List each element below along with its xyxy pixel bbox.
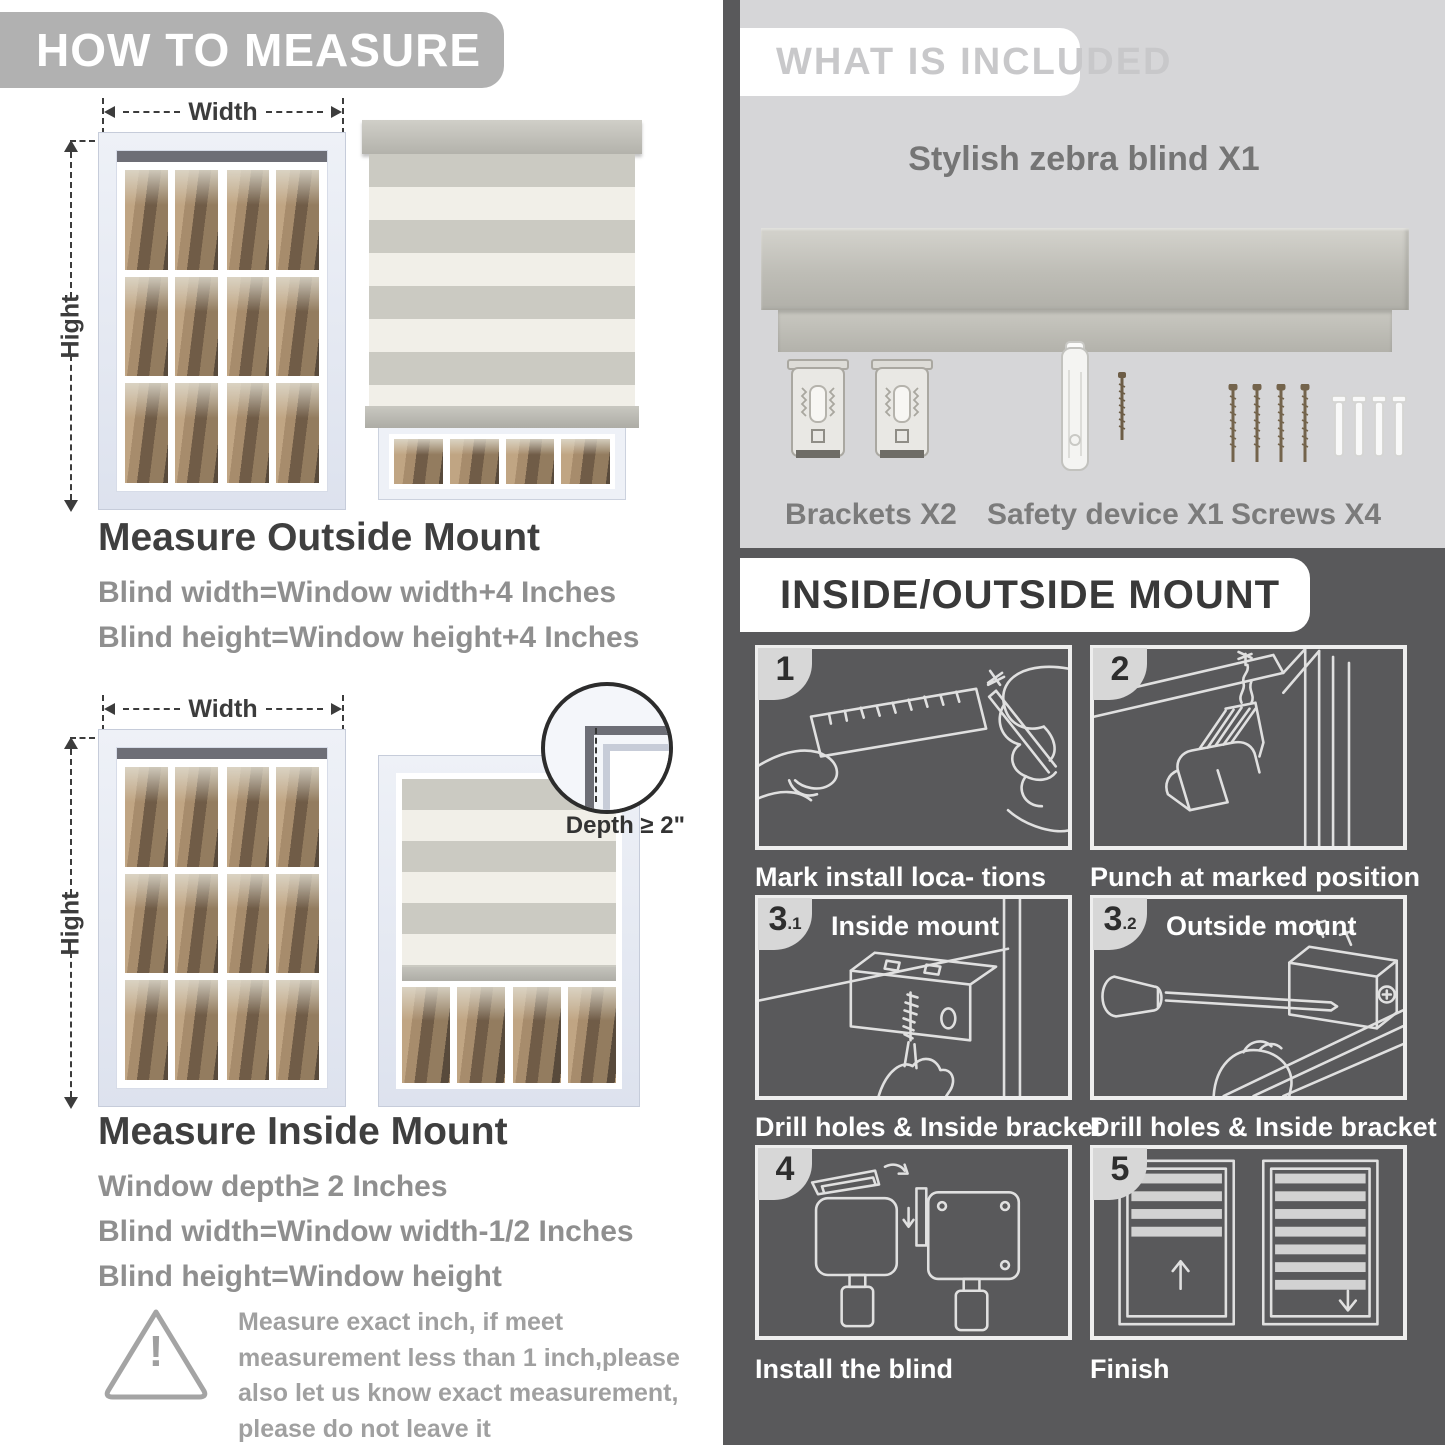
height-arrow (56, 140, 85, 512)
what-is-included-title: WHAT IS INCLUDED (776, 40, 1173, 83)
what-is-included-banner (740, 28, 1173, 96)
zebra-blind-illustration-inside (378, 755, 685, 1107)
step-panel-3-2 (1090, 895, 1407, 1100)
step-panel-3-1 (755, 895, 1072, 1100)
window-top-roller (117, 151, 327, 162)
safety-device-icon (1057, 340, 1093, 474)
warning-text: Measure exact inch, if meet measurement less than 1 inch,please also let us know exact measurement, please do not leave it (238, 1308, 680, 1443)
height-label: Hight (56, 891, 85, 955)
step-number-badge: 2 (1093, 648, 1147, 700)
step-panel-1 (755, 645, 1072, 850)
measurement-warning (100, 1305, 690, 1445)
product-label: Stylish zebra blind X1 (908, 140, 1260, 178)
safety-device-label: Safety device X1 (987, 498, 1224, 531)
step-number-badge: 3 .1 (758, 898, 812, 950)
inside-mount-title: Measure Inside Mount (98, 1110, 508, 1153)
blind-stripes (369, 154, 635, 406)
outside-mount-title: Measure Outside Mount (98, 516, 541, 559)
step-number-badge: 4 (758, 1148, 812, 1200)
brackets-label: Brackets X2 (785, 498, 957, 531)
warning-triangle-icon (100, 1305, 212, 1401)
magnifier-icon (541, 682, 673, 814)
step-panel-2 (1090, 645, 1407, 850)
step-number-badge: 3 .2 (1093, 898, 1147, 950)
divider-strip (723, 0, 740, 548)
step-panel-5 (1090, 1145, 1407, 1340)
arrow-right-icon (331, 703, 342, 715)
exclamation-mark: ! (148, 1327, 164, 1376)
arrow-right-icon (331, 106, 342, 118)
arrow-down-icon (64, 500, 78, 512)
width-label: Width (188, 97, 258, 126)
window-illustration-outside (98, 132, 346, 510)
anchors-icon (1331, 394, 1411, 462)
bracket-icon (869, 356, 935, 476)
arrow-left-icon (104, 106, 115, 118)
zebra-blind-illustration-outside (362, 120, 642, 500)
mount-banner (740, 558, 1310, 632)
step-caption-2: Punch at marked position (1090, 862, 1421, 892)
step-number-badge: 5 (1093, 1148, 1147, 1200)
step-number-badge: 1 (758, 648, 812, 700)
step-title: Outside mount (1166, 911, 1357, 941)
how-to-measure-banner (0, 12, 504, 88)
outside-mount-line1: Blind width=Window width+4 Inches (98, 576, 617, 609)
blind-headrail-image (761, 228, 1409, 310)
step-panel-4 (755, 1145, 1072, 1340)
outside-mount-text (98, 516, 698, 660)
step-title: Inside mount (831, 911, 999, 941)
step-caption-3-1: Drill holes & Inside bracket (755, 1112, 1102, 1142)
inside-mount-line2: Blind width=Window width-1/2 Inches (98, 1215, 634, 1248)
step-caption-4: Install the blind (755, 1354, 954, 1384)
arrow-left-icon (104, 703, 115, 715)
window-top-roller (117, 748, 327, 759)
height-label: Hight (56, 294, 85, 358)
screws-label: Screws X4 (1231, 498, 1382, 531)
mount-title: INSIDE/OUTSIDE MOUNT (780, 572, 1281, 617)
outside-mount-line2: Blind height=Window height+4 Inches (98, 621, 640, 654)
screws-icon (1225, 384, 1321, 468)
mount-steps-section (723, 548, 1445, 1445)
blind-bottom-rail (402, 967, 616, 981)
blind-headrail (362, 120, 642, 154)
what-is-included-section (723, 0, 1445, 548)
window-illustration-inside (98, 729, 346, 1107)
bracket-icon (785, 356, 851, 476)
how-to-measure-title: HOW TO MEASURE (36, 24, 482, 76)
depth-label: Depth ≥ 2" (565, 812, 685, 839)
height-arrow (56, 737, 85, 1109)
step-caption-1: Mark install loca- tions (755, 862, 1047, 892)
step-caption-5: Finish (1090, 1354, 1170, 1384)
step-caption-3-2: Drill holes & Inside bracket (1090, 1112, 1437, 1142)
width-label: Width (188, 694, 258, 723)
inside-mount-text (98, 1110, 698, 1299)
inside-mount-line1: Window depth≥ 2 Inches (98, 1170, 448, 1203)
blind-bottom-rail (365, 406, 639, 428)
inside-mount-line3: Blind height=Window height (98, 1260, 502, 1293)
window-sliver (378, 428, 626, 500)
screw-icon (1115, 372, 1129, 444)
arrow-down-icon (64, 1097, 78, 1109)
